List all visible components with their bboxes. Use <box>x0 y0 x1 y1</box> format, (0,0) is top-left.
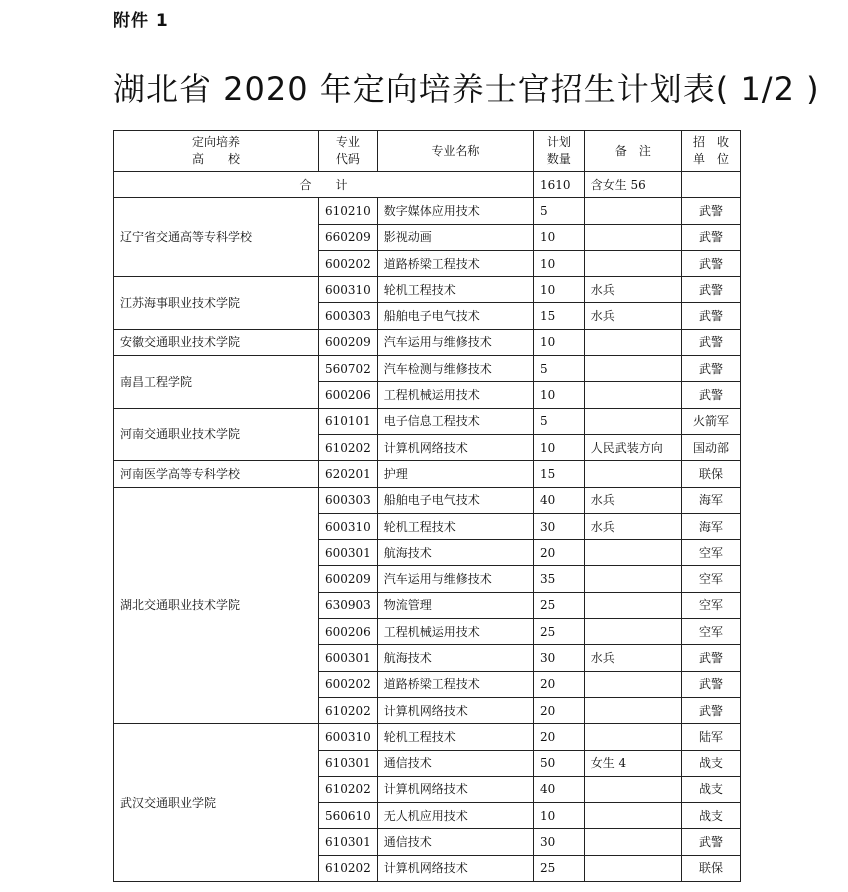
total-count: 1610 <box>534 172 585 198</box>
count-cell: 40 <box>534 487 585 513</box>
major-cell: 航海技术 <box>377 540 533 566</box>
major-cell: 道路桥梁工程技术 <box>377 250 533 276</box>
major-cell: 汽车运用与维修技术 <box>377 329 533 355</box>
count-cell: 10 <box>534 382 585 408</box>
count-cell: 25 <box>534 592 585 618</box>
unit-cell: 武警 <box>682 829 741 855</box>
note-cell <box>584 829 681 855</box>
header-school-line2: 高 校 <box>191 152 240 166</box>
header-row <box>114 131 741 172</box>
major-cell: 道路桥梁工程技术 <box>377 671 533 697</box>
unit-cell: 武警 <box>682 277 741 303</box>
count-cell: 25 <box>534 619 585 645</box>
table-row <box>114 487 741 513</box>
code-cell: 600202 <box>318 250 377 276</box>
school-cell: 河南医学高等专科学校 <box>114 461 319 487</box>
code-cell: 600209 <box>318 329 377 355</box>
major-cell: 轮机工程技术 <box>377 513 533 539</box>
count-cell: 5 <box>534 198 585 224</box>
note-cell: 水兵 <box>584 277 681 303</box>
count-cell: 15 <box>534 303 585 329</box>
note-cell <box>584 329 681 355</box>
count-cell: 10 <box>534 250 585 276</box>
total-row <box>114 172 741 198</box>
code-cell: 610210 <box>318 198 377 224</box>
note-cell <box>584 356 681 382</box>
count-cell: 10 <box>534 224 585 250</box>
unit-cell: 武警 <box>682 329 741 355</box>
unit-cell: 火箭军 <box>682 408 741 434</box>
count-cell: 30 <box>534 645 585 671</box>
count-cell: 50 <box>534 750 585 776</box>
note-cell <box>584 198 681 224</box>
major-cell: 通信技术 <box>377 750 533 776</box>
unit-cell: 空军 <box>682 592 741 618</box>
major-cell: 数字媒体应用技术 <box>377 198 533 224</box>
count-cell: 10 <box>534 329 585 355</box>
count-cell: 20 <box>534 540 585 566</box>
unit-cell: 武警 <box>682 645 741 671</box>
code-cell: 560610 <box>318 803 377 829</box>
code-cell: 600303 <box>318 303 377 329</box>
major-cell: 计算机网络技术 <box>377 776 533 802</box>
major-cell: 船舶电子电气技术 <box>377 487 533 513</box>
major-cell: 汽车检测与维修技术 <box>377 356 533 382</box>
code-cell: 620201 <box>318 461 377 487</box>
plan-table <box>113 130 741 882</box>
note-cell <box>584 671 681 697</box>
note-cell: 水兵 <box>584 303 681 329</box>
school-cell: 武汉交通职业学院 <box>114 724 319 882</box>
header-unit <box>682 131 741 172</box>
note-cell: 水兵 <box>584 513 681 539</box>
major-cell: 轮机工程技术 <box>377 277 533 303</box>
school-cell: 江苏海事职业技术学院 <box>114 277 319 330</box>
header-unit-line1: 招 收 <box>693 135 730 149</box>
header-unit-line2: 单 位 <box>693 152 730 166</box>
major-cell: 计算机网络技术 <box>377 697 533 723</box>
school-cell: 安徽交通职业技术学院 <box>114 329 319 355</box>
code-cell: 610101 <box>318 408 377 434</box>
unit-cell: 国动部 <box>682 434 741 460</box>
table-row <box>114 461 741 487</box>
note-cell <box>584 776 681 802</box>
major-cell: 影视动画 <box>377 224 533 250</box>
major-cell: 计算机网络技术 <box>377 855 533 881</box>
count-cell: 5 <box>534 408 585 434</box>
count-cell: 35 <box>534 566 585 592</box>
header-plan-line2: 数量 <box>546 152 571 166</box>
note-cell <box>584 461 681 487</box>
unit-cell: 战支 <box>682 776 741 802</box>
header-school-line1: 定向培养 <box>191 135 240 149</box>
unit-cell: 武警 <box>682 303 741 329</box>
count-cell: 10 <box>534 434 585 460</box>
header-code <box>318 131 377 172</box>
unit-cell: 海军 <box>682 513 741 539</box>
header-plan <box>534 131 585 172</box>
major-cell: 电子信息工程技术 <box>377 408 533 434</box>
table-row <box>114 408 741 434</box>
code-cell: 600202 <box>318 671 377 697</box>
unit-cell: 武警 <box>682 224 741 250</box>
school-cell: 湖北交通职业技术学院 <box>114 487 319 724</box>
major-cell: 护理 <box>377 461 533 487</box>
unit-cell: 海军 <box>682 487 741 513</box>
note-cell <box>584 566 681 592</box>
header-plan-line1: 计划 <box>546 135 571 149</box>
school-cell: 辽宁省交通高等专科学校 <box>114 198 319 277</box>
header-note: 备 注 <box>584 131 681 172</box>
note-cell <box>584 697 681 723</box>
header-school <box>114 131 319 172</box>
count-cell: 10 <box>534 277 585 303</box>
major-cell: 物流管理 <box>377 592 533 618</box>
code-cell: 610202 <box>318 434 377 460</box>
note-cell <box>584 540 681 566</box>
unit-cell: 空军 <box>682 619 741 645</box>
unit-cell: 武警 <box>682 250 741 276</box>
code-cell: 610202 <box>318 855 377 881</box>
total-note: 含女生 56 <box>584 172 681 198</box>
total-label: 合 计 <box>114 172 534 198</box>
count-cell: 10 <box>534 803 585 829</box>
count-cell: 30 <box>534 513 585 539</box>
major-cell: 工程机械运用技术 <box>377 619 533 645</box>
code-cell: 610202 <box>318 776 377 802</box>
major-cell: 航海技术 <box>377 645 533 671</box>
count-cell: 20 <box>534 671 585 697</box>
note-cell <box>584 855 681 881</box>
unit-cell: 联保 <box>682 855 741 881</box>
note-cell: 水兵 <box>584 487 681 513</box>
total-unit <box>682 172 741 198</box>
major-cell: 船舶电子电气技术 <box>377 303 533 329</box>
note-cell <box>584 224 681 250</box>
count-cell: 20 <box>534 724 585 750</box>
unit-cell: 战支 <box>682 803 741 829</box>
code-cell: 600310 <box>318 513 377 539</box>
note-cell <box>584 619 681 645</box>
unit-cell: 武警 <box>682 382 741 408</box>
note-cell <box>584 250 681 276</box>
note-cell <box>584 382 681 408</box>
major-cell: 通信技术 <box>377 829 533 855</box>
unit-cell: 武警 <box>682 697 741 723</box>
code-cell: 600209 <box>318 566 377 592</box>
code-cell: 600301 <box>318 540 377 566</box>
code-cell: 610301 <box>318 829 377 855</box>
note-cell: 女生 4 <box>584 750 681 776</box>
code-cell: 600301 <box>318 645 377 671</box>
count-cell: 15 <box>534 461 585 487</box>
school-cell: 南昌工程学院 <box>114 356 319 409</box>
note-cell <box>584 803 681 829</box>
header-code-line2: 代码 <box>335 152 360 166</box>
table-row <box>114 198 741 224</box>
table-row <box>114 277 741 303</box>
count-cell: 25 <box>534 855 585 881</box>
note-cell <box>584 724 681 750</box>
unit-cell: 联保 <box>682 461 741 487</box>
unit-cell: 武警 <box>682 356 741 382</box>
unit-cell: 陆军 <box>682 724 741 750</box>
unit-cell: 空军 <box>682 540 741 566</box>
major-cell: 汽车运用与维修技术 <box>377 566 533 592</box>
note-cell: 水兵 <box>584 645 681 671</box>
note-cell <box>584 408 681 434</box>
major-cell: 轮机工程技术 <box>377 724 533 750</box>
code-cell: 610301 <box>318 750 377 776</box>
major-cell: 计算机网络技术 <box>377 434 533 460</box>
note-cell <box>584 592 681 618</box>
code-cell: 660209 <box>318 224 377 250</box>
code-cell: 600206 <box>318 619 377 645</box>
count-cell: 5 <box>534 356 585 382</box>
major-cell: 工程机械运用技术 <box>377 382 533 408</box>
table-row <box>114 356 741 382</box>
unit-cell: 空军 <box>682 566 741 592</box>
attachment-label: 附件 1 <box>113 11 169 31</box>
count-cell: 30 <box>534 829 585 855</box>
school-cell: 河南交通职业技术学院 <box>114 408 319 461</box>
header-code-line1: 专业 <box>335 135 360 149</box>
header-major: 专业名称 <box>377 131 533 172</box>
code-cell: 600310 <box>318 277 377 303</box>
table-row <box>114 724 741 750</box>
unit-cell: 武警 <box>682 671 741 697</box>
page-title: 湖北省 2020 年定向培养士官招生计划表( 1/2 ) <box>113 70 820 108</box>
count-cell: 20 <box>534 697 585 723</box>
note-cell: 人民武装方向 <box>584 434 681 460</box>
code-cell: 600206 <box>318 382 377 408</box>
major-cell: 无人机应用技术 <box>377 803 533 829</box>
code-cell: 560702 <box>318 356 377 382</box>
code-cell: 600303 <box>318 487 377 513</box>
count-cell: 40 <box>534 776 585 802</box>
code-cell: 610202 <box>318 697 377 723</box>
unit-cell: 武警 <box>682 198 741 224</box>
unit-cell: 战支 <box>682 750 741 776</box>
code-cell: 630903 <box>318 592 377 618</box>
table-row <box>114 329 741 355</box>
code-cell: 600310 <box>318 724 377 750</box>
